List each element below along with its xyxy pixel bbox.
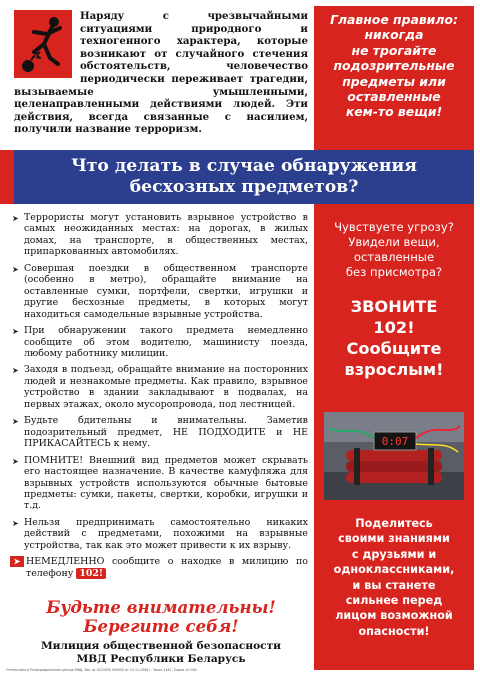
call-line: Сообщите bbox=[346, 339, 442, 358]
bullet-arrow-icon: ➤ bbox=[12, 214, 19, 223]
call-line: ЗВОНИТЕ bbox=[350, 297, 438, 316]
urgent-item-text: НЕМЕДЛЕННО сообщите о находке в милицию по телефону bbox=[26, 556, 308, 579]
main-rule-line: Главное правило: bbox=[330, 12, 458, 27]
threat-line: Увидели вещи, bbox=[348, 235, 440, 249]
share-line: сильнее перед bbox=[345, 594, 443, 608]
banner-red-strip bbox=[0, 150, 14, 204]
bullet-arrow-icon: ➤ bbox=[12, 518, 19, 528]
list-item bbox=[12, 415, 308, 449]
threat-line: Чувствуете угрозу? bbox=[334, 220, 454, 234]
phone-number-badge: 102! bbox=[76, 568, 106, 579]
share-line: с друзьями и bbox=[351, 547, 437, 561]
headline-line-2: бесхозных предметов? bbox=[129, 177, 359, 197]
timer-display: 0:07 bbox=[381, 435, 409, 448]
bullet-arrow-icon: ➤ bbox=[12, 456, 19, 466]
share-line: и вы станете bbox=[352, 578, 436, 592]
threat-question bbox=[318, 220, 470, 280]
list-item-text: Будьте бдительны и внимательны. Заметив подозрительный предмет, НЕ ПОДХОДИТЕ и НЕ ПРИКАСАЙТЕСЬ к нему. bbox=[24, 415, 308, 450]
share-line: своими знаниями bbox=[338, 532, 450, 546]
list-item bbox=[12, 212, 308, 258]
share-line: лицом возможной bbox=[335, 609, 453, 623]
list-item-urgent bbox=[12, 556, 308, 579]
list-item bbox=[12, 263, 308, 320]
list-item-text: ПОМНИТЕ! Внешний вид предметов может скрывать его настоящее назначение. В качестве камуфляжа для взрывных устройств используются обычные бытовые предметы: сумки, пакеты, свертки, коробки, игрушки и т.д. bbox=[24, 454, 308, 512]
list-item-text: Заходя в подъезд, обращайте внимание на посторонних людей и незнакомые предметы. Как правило, взрывное устройство в здании закладывают в подвалах, на первых этажах, около мусоропровода, под лестницей. bbox=[24, 364, 308, 410]
share-line: одноклассниками, bbox=[333, 563, 455, 577]
main-rule-line: не трогайте bbox=[351, 42, 437, 58]
share-line: опасности! bbox=[358, 624, 430, 638]
organization-signature bbox=[14, 640, 308, 666]
bullet-arrow-icon: ➤ bbox=[12, 264, 19, 274]
bullet-arrow-icon: ➤ bbox=[12, 417, 19, 427]
warning-pictogram-icon bbox=[14, 10, 72, 78]
call-line: 102! bbox=[373, 318, 415, 337]
headline-line-1: Что делать в случае обнаружения bbox=[71, 156, 417, 176]
main-rule-line: предметы или bbox=[342, 73, 446, 89]
main-rule-line: никогда bbox=[364, 27, 424, 43]
urgent-arrow-icon: ➤ bbox=[10, 556, 24, 567]
careful-line-1: Будьте внимательны! bbox=[46, 597, 276, 617]
list-item-text: При обнаружении такого предмета немедленно сообщите об этом водителю, машинисту поезда, любому работнику милиции. bbox=[24, 325, 308, 359]
org-line-1: Милиция общественной безопасности bbox=[40, 640, 282, 652]
list-item-text: Совершая поездки в общественном транспорте (особенно в метро), обращайте внимание на оставленные сумки, портфели, свертки, игрушки и другие бесхозные предметы, в которых могут находиться самодельные взрывные устройства. bbox=[24, 262, 308, 320]
list-item-text: Нельзя предпринимать самостоятельно никаких действий с предметами, похожими на взрывные устройства, так как это может привести к их взрыву. bbox=[24, 516, 308, 551]
headline-banner bbox=[0, 150, 480, 204]
main-rule-line: оставленные bbox=[347, 89, 441, 105]
share-line: Поделитесь bbox=[355, 517, 433, 530]
threat-line: без присмотра? bbox=[345, 265, 443, 279]
headline-title bbox=[14, 156, 474, 198]
main-rule-line: подозрительные bbox=[333, 58, 455, 74]
careful-line-2: Берегите себя! bbox=[83, 616, 239, 636]
print-imprint: Отпечатано в Полиграфическом центре МВД. Зак. № 02/2059/ 000000 от 10.11.2008 г. Заказ 1441. Тираж 10 000 bbox=[6, 668, 197, 672]
list-item bbox=[12, 325, 308, 359]
main-rule-text bbox=[318, 12, 470, 120]
main-rule-line: кем-то вещи! bbox=[345, 104, 443, 120]
threat-line: оставленные bbox=[353, 250, 435, 264]
list-item bbox=[12, 455, 308, 512]
careful-slogan bbox=[14, 598, 308, 636]
list-item-text: Террористы могут установить взрывное устройство в самых неожиданных местах: на дорогах, в жилых домах, на транспорте, в общественных местах, припаркованных автомобилях. bbox=[24, 212, 308, 258]
bomb-photo bbox=[324, 412, 464, 500]
bullet-arrow-icon: ➤ bbox=[12, 327, 19, 337]
bullet-arrow-icon: ➤ bbox=[12, 366, 19, 376]
list-item bbox=[12, 517, 308, 551]
list-item bbox=[12, 364, 308, 410]
org-line-2: МВД Республики Беларусь bbox=[76, 653, 246, 665]
call-line: взрослым! bbox=[344, 360, 444, 379]
advice-list bbox=[12, 212, 308, 584]
call-to-action bbox=[318, 296, 470, 380]
share-knowledge-text bbox=[318, 516, 470, 639]
intro-text: Наряду с чрезвычайными ситуациями природного и техногенного характера, которые возникают от случайного стечения обстоятельств, человечество периодически переживает трагедии, вызываемые умышленными, целенаправленными действиями людей. Эти действия, всегда связанные с насилием, получили название терроризм. bbox=[14, 10, 308, 136]
